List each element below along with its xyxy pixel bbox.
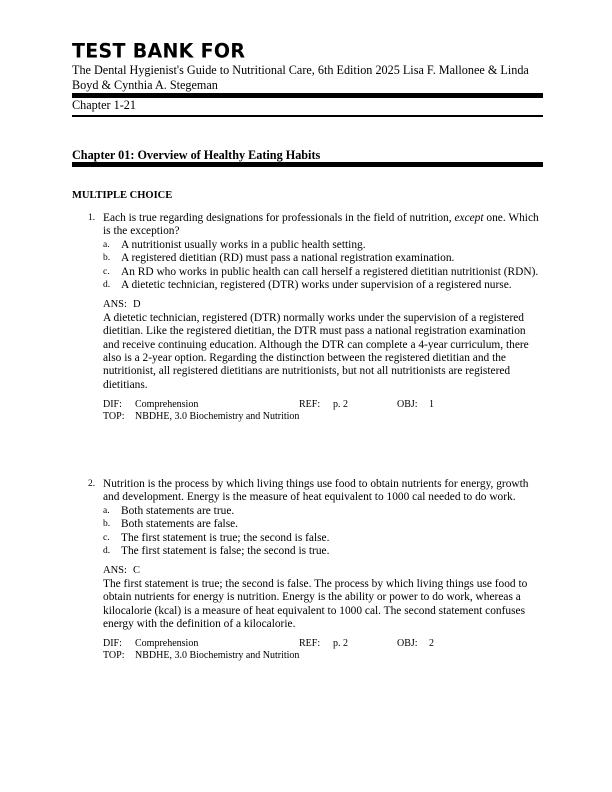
test-bank-banner: TEST BANK FOR xyxy=(72,39,246,63)
option-letter: b. xyxy=(103,519,111,530)
top-label: TOP: xyxy=(103,650,125,662)
answer-value: C xyxy=(132,565,140,577)
book-subtitle: The Dental Hygienist's Guide to Nutritional Care, 6th Edition 2025 Lisa F. Mallonee & Linda Boyd & Cynthia A. Stegeman xyxy=(72,63,529,92)
option-text: The first statement is true; the second is false. xyxy=(121,531,330,544)
ref-label: REF: xyxy=(299,638,321,650)
option-letter: d. xyxy=(103,280,111,291)
top-value: NBDHE, 3.0 Biochemistry and Nutrition xyxy=(135,411,300,423)
option-letter: a. xyxy=(103,505,110,516)
chapter-title: Chapter 01: Overview of Healthy Eating Habits xyxy=(72,148,321,162)
question-stem xyxy=(103,212,543,239)
option-c xyxy=(103,266,543,279)
option-letter: d. xyxy=(103,546,111,557)
obj-label: OBJ: xyxy=(397,399,418,411)
question-1 xyxy=(88,212,543,423)
header-rule-thin xyxy=(72,115,543,117)
question-2 xyxy=(88,478,543,662)
top-label: TOP: xyxy=(103,411,125,423)
option-d xyxy=(103,545,543,558)
stem-text: Each is true regarding designations for professionals in the field of nutrition, xyxy=(103,212,455,224)
option-text: A nutritionist usually works in a public health setting. xyxy=(121,238,366,251)
answer-explanation: The first statement is true; the second is false. The process by which living things use food to obtain nutrients for energy is nutrition. Energy is the ability or power to do work, whereas a kilocalorie (kcal) is a measure of heat equivalent to 1000 cal. The second statement confuses energy with the definition of a kilocalorie. xyxy=(103,577,528,631)
option-d xyxy=(103,279,543,292)
option-letter: c. xyxy=(103,532,110,543)
answer-line xyxy=(103,298,543,311)
ref-label: REF: xyxy=(299,399,321,411)
dif-label: DIF: xyxy=(103,638,122,650)
option-text: A dietetic technician, registered (DTR) works under supervision of a registered nurse. xyxy=(121,279,512,292)
stem-emphasis: except xyxy=(454,212,484,224)
option-b xyxy=(103,252,543,265)
option-text: The first statement is false; the second is true. xyxy=(121,545,330,558)
option-text: An RD who works in public health can call herself a registered dietitian nutritionist (RDN). xyxy=(121,265,539,278)
dif-label: DIF: xyxy=(103,399,122,411)
dif-value: Comprehension xyxy=(135,638,199,650)
question-stem: Nutrition is the process by which living things use food to obtain nutrients for energy, growth and development. Energy is the measure of heat equivalent to 1000 cal needed to do work. xyxy=(103,478,529,504)
question-metadata xyxy=(103,638,543,662)
option-letter: a. xyxy=(103,239,110,250)
question-number: 2. xyxy=(88,479,96,489)
ref-value: p. 2 xyxy=(333,638,348,650)
stem-text-end: one. Which is the exception? xyxy=(103,212,539,238)
header-rule-thick xyxy=(72,93,543,98)
obj-value: 1 xyxy=(429,399,434,411)
option-text: Both statements are true. xyxy=(121,504,235,517)
question-number: 1. xyxy=(88,213,96,223)
option-text: A registered dietitian (RD) must pass a national registration examination. xyxy=(121,252,455,265)
answer-line xyxy=(103,564,543,577)
option-text: Both statements are false. xyxy=(121,518,239,531)
option-b xyxy=(103,518,543,531)
top-value: NBDHE, 3.0 Biochemistry and Nutrition xyxy=(135,650,300,662)
option-a xyxy=(103,505,543,518)
answer-label: ANS: xyxy=(103,565,127,577)
obj-value: 2 xyxy=(429,638,434,650)
answer-explanation: A dietetic technician, registered (DTR) normally works under the supervision of a registered dietitian. Like the registered dietitian, the DTR must pass a national registration examination and receive continuing education. Although the DTR can complete a 4-year curriculum, there also is a 2-year option. Regarding the distinction between the registered dietitian and the nutritionist, all registered dietitians are nutritionists, but not all nutritionists are registered dietitians. xyxy=(103,311,529,391)
option-a xyxy=(103,239,543,252)
option-letter: b. xyxy=(103,253,111,264)
answer-value: D xyxy=(132,299,141,311)
question-metadata xyxy=(103,399,543,423)
option-letter: c. xyxy=(103,266,110,277)
dif-value: Comprehension xyxy=(135,399,199,411)
option-c xyxy=(103,532,543,545)
ref-value: p. 2 xyxy=(333,399,348,411)
chapter-rule xyxy=(72,162,543,167)
chapter-range: Chapter 1-21 xyxy=(72,98,136,112)
section-title: MULTIPLE CHOICE xyxy=(72,190,173,201)
answer-label: ANS: xyxy=(103,299,127,311)
obj-label: OBJ: xyxy=(397,638,418,650)
